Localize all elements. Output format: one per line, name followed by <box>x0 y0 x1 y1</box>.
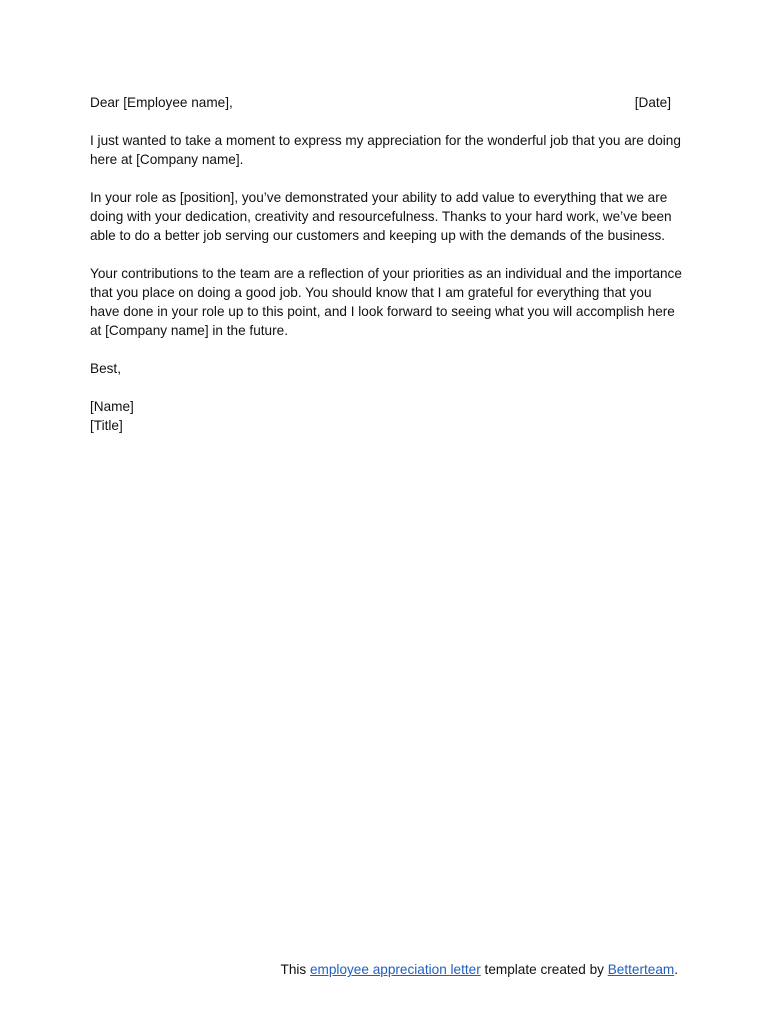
employee-appreciation-letter-link[interactable]: employee appreciation letter <box>309 962 481 977</box>
salutation: Dear [Employee name], <box>90 95 233 110</box>
paragraph-1: I just wanted to take a moment to express my appreciation for the wonderful job that you are doing here at [Company name]. <box>90 133 681 167</box>
signature-name: [Name] <box>90 399 134 414</box>
paragraph-3: Your contributions to the team are a reflection of your priorities as an individual and the importance that you place on doing a good job. You should know that I am grateful for everything that you have done in your role up to this point, and I look forward to seeing what you will accomplish here at [Company name] in the future. <box>90 266 682 338</box>
template-credit-footer <box>281 960 678 979</box>
footer-middle: template created by <box>480 962 608 977</box>
letter-body <box>90 93 682 435</box>
closing: Best, <box>90 361 121 376</box>
letter-header <box>90 93 671 112</box>
footer-suffix: . <box>674 962 678 977</box>
signature-title: [Title] <box>90 418 123 433</box>
paragraph-2: In your role as [position], you’ve demonstrated your ability to add value to everything that we are doing with your dedication, creativity and resourcefulness. Thanks to your hard work, we’ve been able to do a better job serving our customers and keeping up with the demands of the business. <box>90 190 672 243</box>
footer-prefix: This <box>280 962 310 977</box>
betterteam-link[interactable]: Betterteam <box>607 962 675 977</box>
date-placeholder: [Date] <box>634 95 671 110</box>
